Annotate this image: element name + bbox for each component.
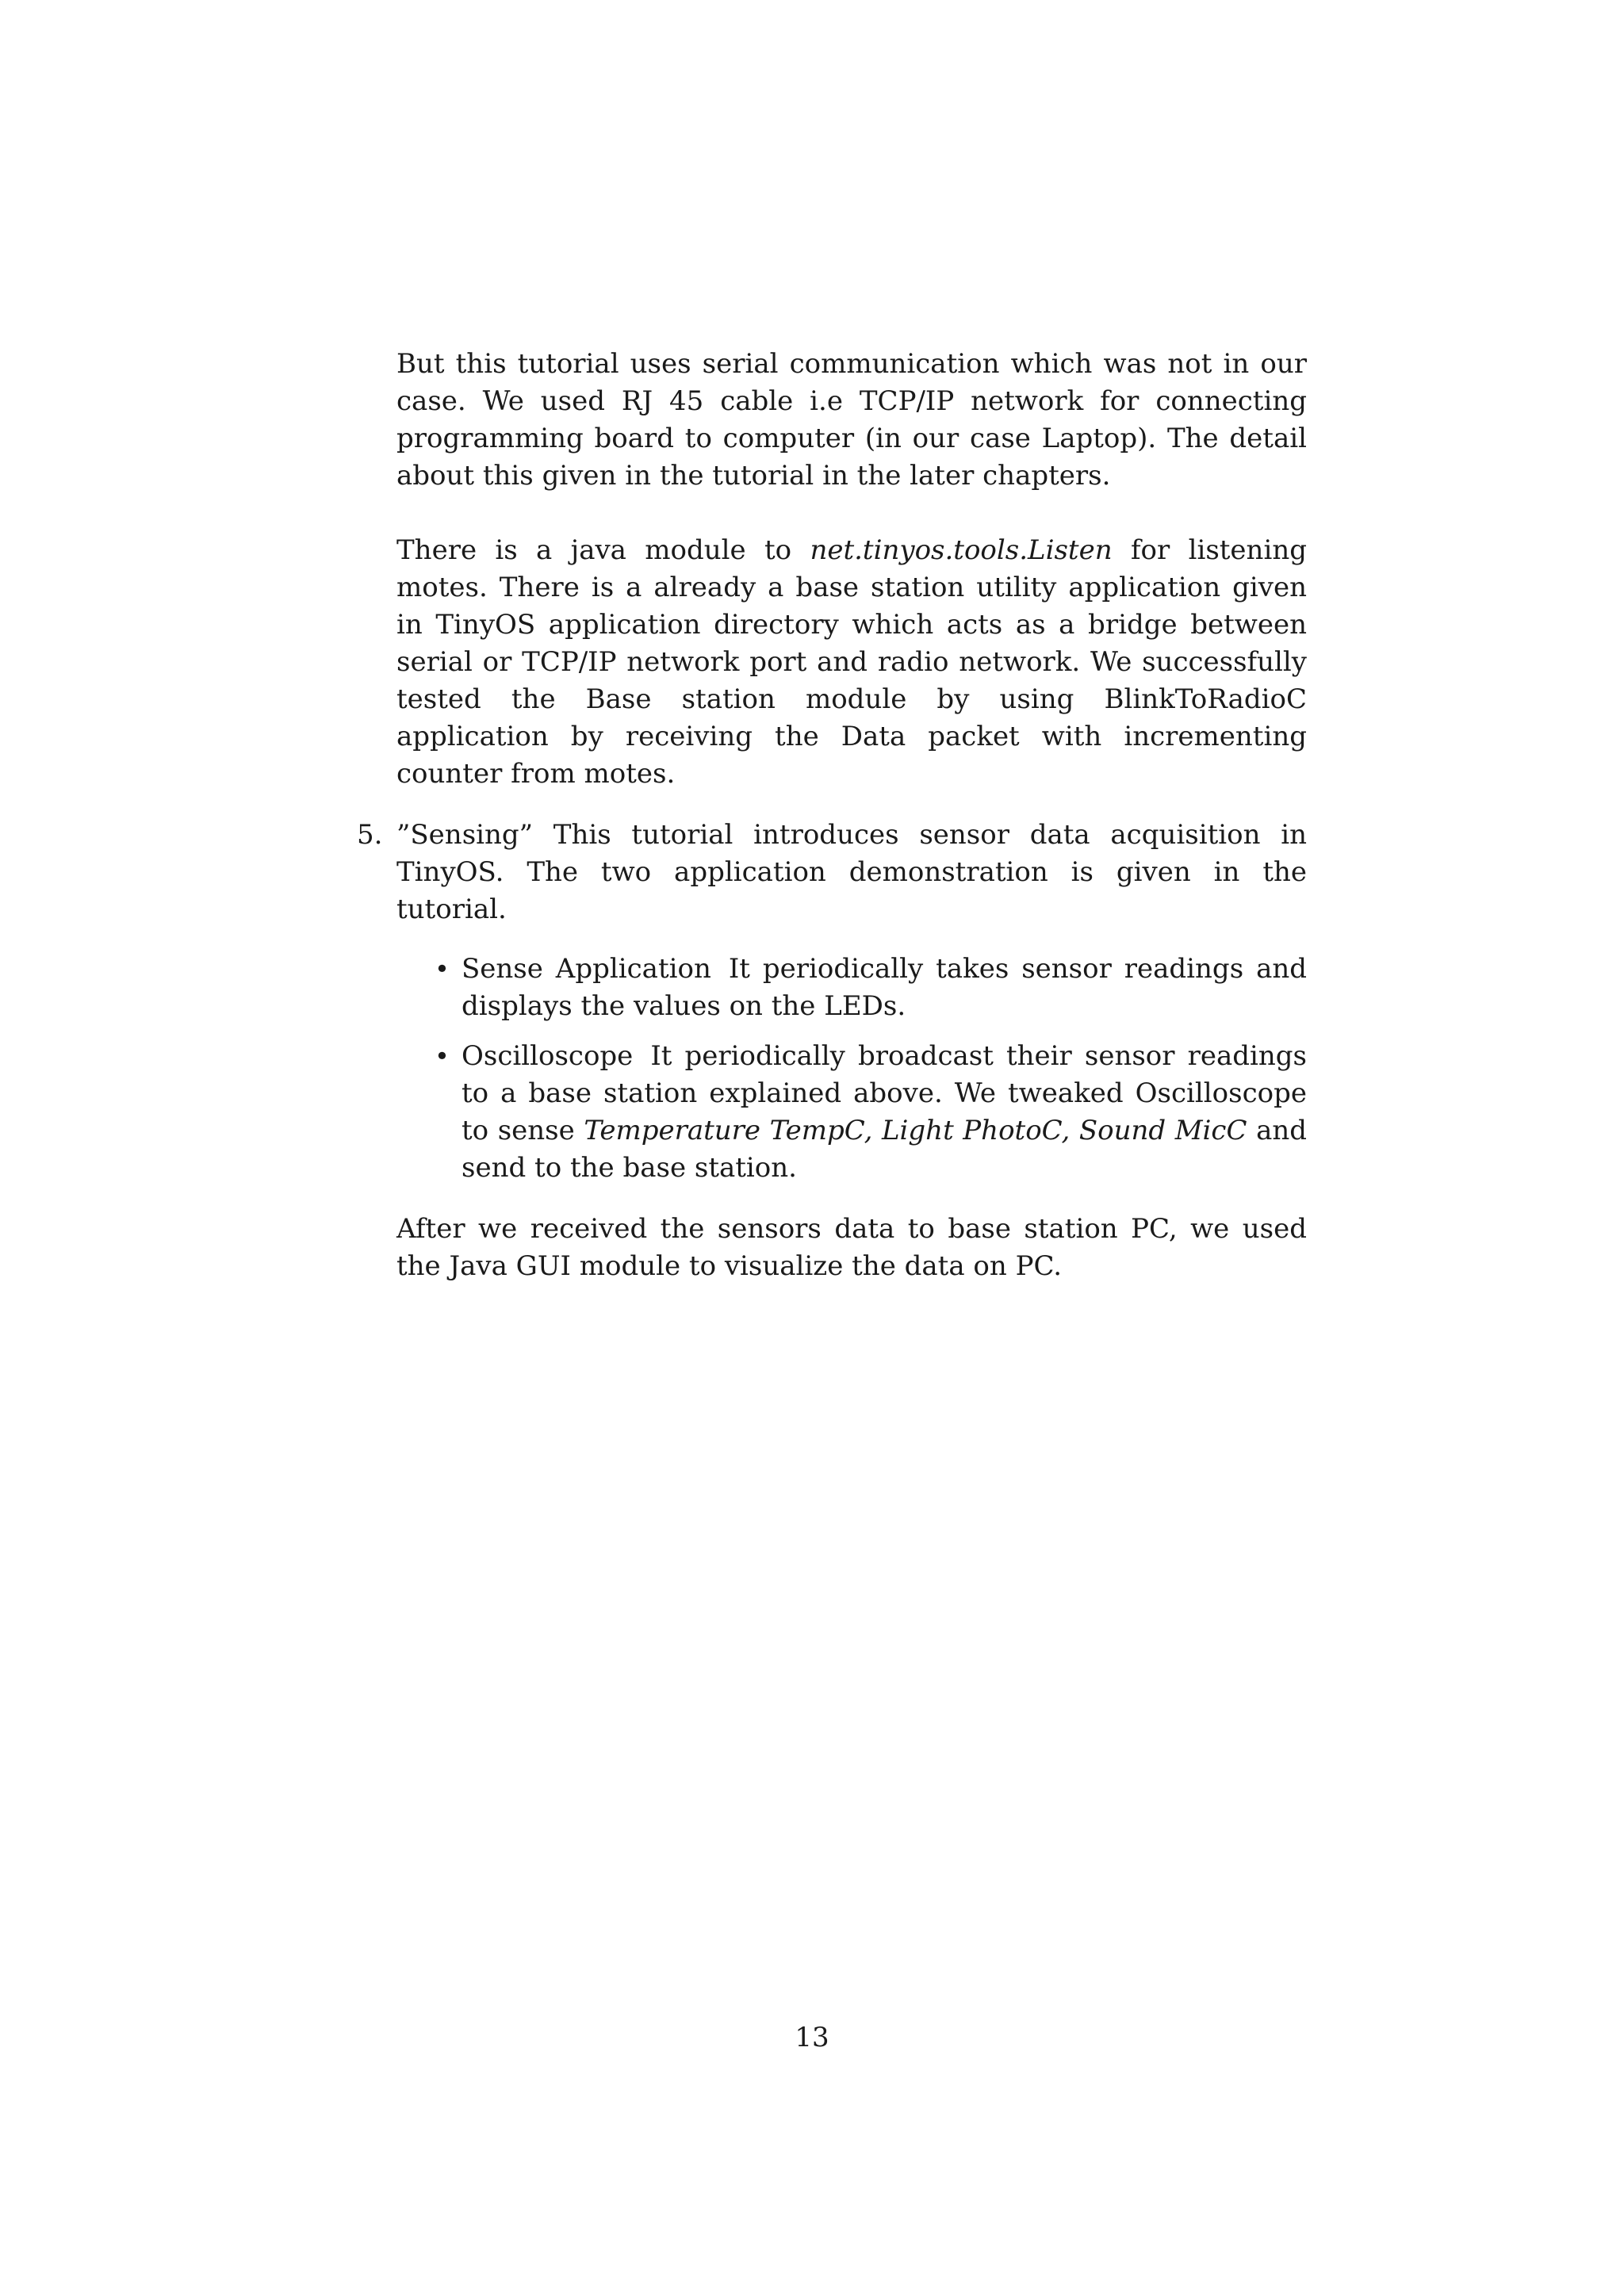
paragraph-java-listen-start: There is a java module to [396, 534, 810, 566]
bullet-dot-icon: • [435, 954, 450, 984]
bullet-label: Oscilloscope [462, 1040, 634, 1072]
list-item-sensing [357, 817, 1307, 1187]
page-body [357, 346, 1307, 1285]
sensor-list: Temperature TempC, Light PhotoC, Sound MicC [584, 1115, 1247, 1146]
listen-module-name: net.tinyos.tools.Listen [810, 534, 1113, 566]
paragraph-serial-communication: But this tutorial uses serial communication which was not in our case. We used RJ 45 cable i.e TCP/IP network for connecting programming board to computer (in our case Laptop). The detail about this given in the tutorial in the later chapters. [396, 348, 1307, 492]
bullet-list [396, 951, 1307, 1187]
bullet-dot-icon: • [435, 1041, 450, 1071]
bullet-text: It periodically broadcast their sensor readings to a base station explained above. We tweaked Oscilloscope to sense [462, 1040, 1307, 1146]
list-item-text: ”Sensing” This tutorial introduces sensor data acquisition in TinyOS. The two application demonstration is given in the tutorial. [396, 819, 1307, 925]
bullet-text: It periodically takes sensor readings and displays the values on the LEDs. [462, 953, 1307, 1022]
list-item-number: 5. [357, 819, 383, 851]
bullet-label: Sense Application [462, 953, 711, 985]
paragraph-java-listen [396, 532, 1307, 793]
bullet-text-end: and send to the base station. [462, 1115, 1307, 1184]
bullet-sense-application [435, 951, 1307, 1025]
bullet-oscilloscope [435, 1038, 1307, 1187]
paragraph-java-listen-rest: for listening motes. There is a already a base station utility application given in TinyOS application directory which acts as a bridge between serial or TCP/IP network port and radio network. We successfully tested the Base station module by using BlinkToRadioC application by receiving the Data packet with incrementing counter from motes. [396, 534, 1307, 790]
paragraph-closing: After we received the sensors data to base station PC, we used the Java GUI module to visualize the data on PC. [396, 1213, 1307, 1282]
page-number: 13 [795, 2022, 829, 2053]
